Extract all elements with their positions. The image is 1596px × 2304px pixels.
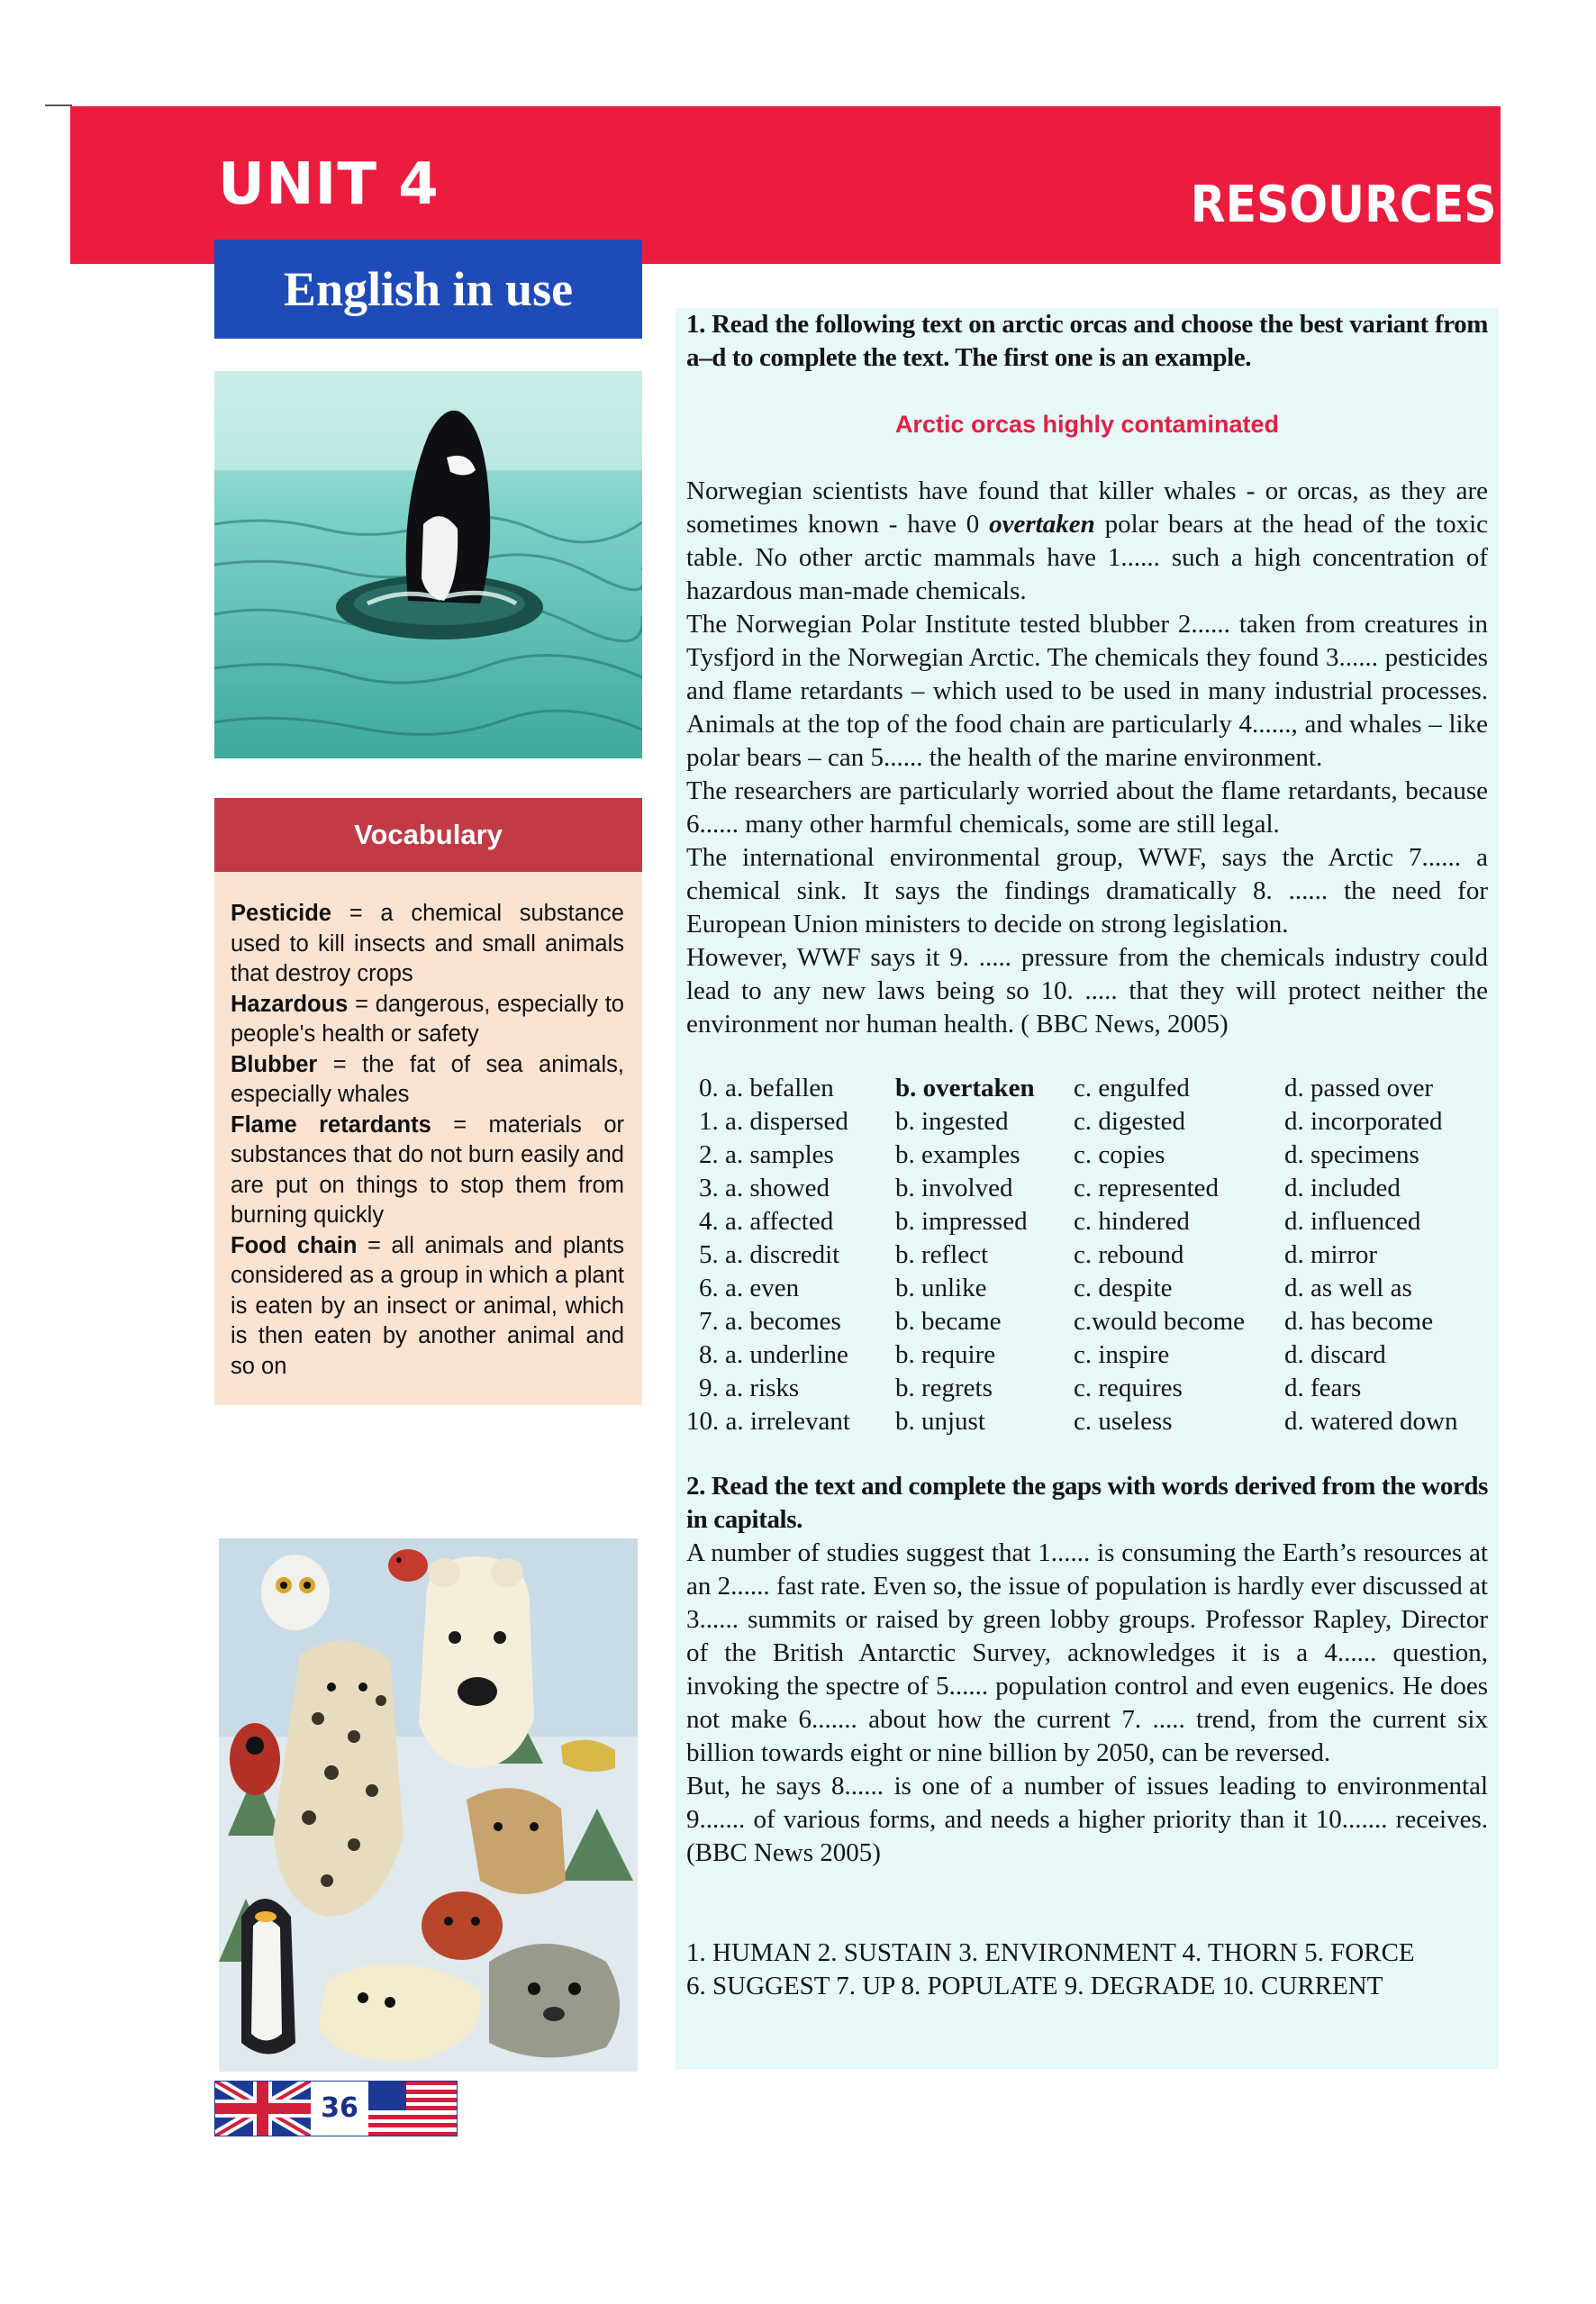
task1-instruction: 1. Read the following text on arctic orcas and choose the best variant from a–d to complete the text. The first one is an example. [686,310,1488,372]
option-d: d. as well as [1284,1274,1412,1302]
task2-instruction: 2. Read the text and complete the gaps with words derived from the words in capitals. [686,1472,1488,1534]
option-a: 1. a. dispersed [699,1107,848,1136]
option-a: 5. a. discredit [699,1240,840,1269]
option-d: d. specimens [1284,1140,1419,1169]
option-c: c. engulfed [1074,1074,1190,1102]
option-a: 10. a. irrelevant [686,1407,850,1436]
option-b: b. examples [895,1140,1020,1169]
option-b: b. impressed [895,1207,1028,1236]
section-title: English in use [214,240,642,339]
vocab-definition: = dangerous, especially to people's health or safety [231,991,624,1047]
article-title: Arctic orcas highly contaminated [894,411,1280,438]
vocabulary-title: Vocabulary [214,798,642,872]
word-list [686,1937,1488,2003]
task2-text [686,1537,1488,1870]
option-c: c. copies [1074,1140,1165,1169]
option-a: 0. a. befallen [699,1074,834,1102]
vocab-term: Blubber [231,1051,318,1077]
option-b: b. overtaken [895,1074,1035,1102]
page-number: 36 [321,2092,358,2124]
option-c: c. digested [1074,1107,1186,1136]
paragraph: The Norwegian Polar Institute tested blubber 2...... taken from creatures in Tysfjord in the Norwegian Arctic. The chemicals they found 3...... pesticides and flame retardants – which used to be used in many industrial processes. Animals at the top of the food chain are particularly 4......, and whales – like polar bears – can 5...... the health of the marine environment. [686,610,1488,772]
option-b: b. ingested [895,1107,1009,1136]
vocab-entry-pesticide [231,899,624,990]
option-row [686,1272,1488,1305]
option-d: d. incorporated [1284,1107,1443,1136]
vocab-term: Hazardous [231,991,349,1017]
option-a: 9. a. risks [699,1374,800,1402]
option-d: d. watered down [1284,1407,1458,1436]
unit-title: UNIT 4 [218,151,440,218]
text-fragment: polar bears at the head of the toxic table. No other arctic mammals have 1...... such a high concentration of hazardous man-made chemicals. [686,510,1489,605]
option-row [686,1238,1488,1272]
option-row [686,1372,1488,1405]
option-row [686,1172,1488,1205]
vocab-term: Pesticide [231,901,331,926]
vocab-entry-hazardous [231,990,624,1050]
option-a: 7. a. becomes [699,1307,841,1336]
option-row [686,1105,1488,1138]
option-c: c. hindered [1074,1207,1190,1236]
example-answer: overtaken [989,510,1095,539]
word-list-line: 6. SUGGEST 7. UP 8. POPULATE 9. DEGRADE 10. CURRENT [686,1972,1383,2000]
uk-flag-icon [214,2081,311,2136]
option-b: b. unjust [895,1407,985,1436]
option-d: d. passed over [1284,1074,1434,1102]
option-a: 4. a. affected [699,1207,834,1236]
option-row [686,1338,1488,1372]
paragraph: The international environmental group, WWF, says the Arctic 7...... a chemical sink. It says the findings dramatically 8. ...... the need for European Union ministers to decide on strong legislation. [686,843,1488,939]
vocab-definition: = materials or substances that do not burn easily and are put on things to stop them from burning quickly [231,1111,625,1228]
vocab-definition: = the fat of sea animals, especially whales [231,1051,624,1107]
task1-text [686,475,1488,1041]
option-d: d. influenced [1284,1207,1421,1236]
option-c: c. represented [1074,1174,1220,1202]
option-row [686,1405,1488,1438]
vocab-entry-blubber [231,1050,624,1111]
option-b: b. became [895,1307,1002,1336]
option-d: d. has become [1284,1307,1434,1336]
vocab-definition: = a chemical substance used to kill insects and small animals that destroy crops [231,901,624,986]
option-d: d. mirror [1284,1240,1378,1269]
answer-options [686,1072,1488,1438]
top-rule [45,104,72,106]
option-b: b. reflect [895,1240,989,1269]
paragraph [686,475,1488,608]
word-list-line: 1. HUMAN 2. SUSTAIN 3. ENVIRONMENT 4. THORN 5. FORCE [686,1938,1415,1967]
option-a: 2. a. samples [699,1140,834,1169]
paragraph: The researchers are particularly worried about the flame retardants, because 6...... many other harmful chemicals, some are still legal. [686,776,1488,839]
option-c: c. despite [1074,1274,1173,1302]
vocab-term: Food chain [231,1232,358,1258]
topic-title: RESOURCES [1191,176,1497,234]
paragraph: A number of studies suggest that 1...... is consuming the Earth’s resources at an 2...... fast rate. Even so, the issue of population is hardly ever discussed at 3...... summits or raised by green lobby groups. Professor Rapley, Director of the British Antarctic Survey, acknowledges it is a 4...... question, invoking the spectre of 5...... population control and even eugenics. He does not make 6....... about how the current 7. ..... trend, from the current six billion towards eight or nine billion by 2050, can be reversed. [686,1538,1488,1767]
option-row [686,1072,1488,1105]
option-a: 6. a. even [699,1274,800,1302]
paragraph: But, he says 8...... is one of a number of issues leading to environmental 9....... of various forms, and needs a higher priority than it 10....... receives. (BBC News 2005) [686,1772,1488,1867]
option-b: b. involved [895,1174,1013,1202]
orca-photo [214,371,642,758]
arctic-animals-illustration [219,1538,638,2072]
option-c: c. rebound [1074,1240,1184,1269]
option-d: d. discard [1284,1340,1386,1369]
paragraph: However, WWF says it 9. ..... pressure from the chemicals industry could lead to any new laws being so 10. ..... that they will protect neither the environment nor human health. ( BBC News, 2005) [686,943,1488,1039]
vocab-entry-flame-retardants [231,1111,624,1231]
option-a: 8. a. underline [699,1340,848,1369]
option-c: c. useless [1074,1407,1173,1436]
vocab-definition: = all animals and plants considered as a group in which a plant is eaten by an insect or animal, which is then eaten by another animal and so on [231,1232,624,1379]
us-flag-icon [368,2081,458,2136]
option-d: d. included [1284,1174,1401,1202]
text-fragment: Norwegian scientists have found that killer whales - or orcas, as they are sometimes known - have 0 [686,476,1488,539]
vocab-term: Flame retardants [231,1111,431,1138]
option-b: b. unlike [895,1274,987,1302]
option-c: c. inspire [1074,1340,1170,1369]
option-a: 3. a. showed [699,1174,830,1202]
option-row [686,1138,1488,1172]
option-c: c. requires [1074,1374,1183,1402]
option-b: b. regrets [895,1374,993,1402]
option-row [686,1305,1488,1338]
option-c: c.would become [1074,1307,1246,1336]
option-b: b. require [895,1340,996,1369]
vocab-entry-food-chain [231,1231,624,1383]
option-d: d. fears [1284,1374,1362,1402]
option-row [686,1205,1488,1238]
vocabulary-box [214,872,642,1405]
